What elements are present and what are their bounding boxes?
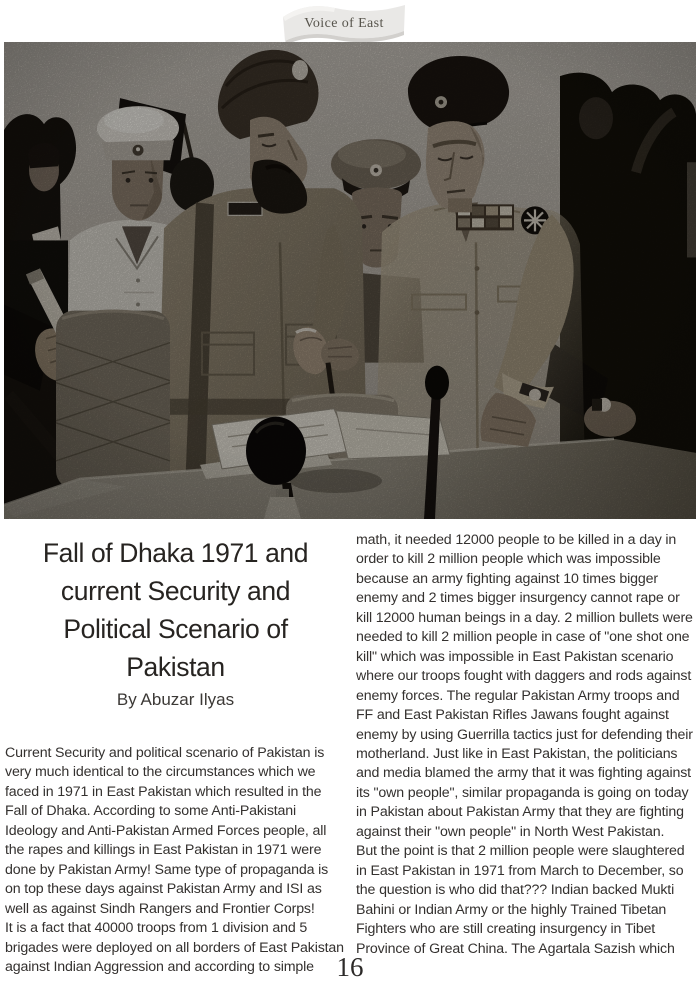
film-grain-overlay: [4, 42, 696, 519]
article-paragraph: math, it needed 12000 people to be killed in a day in order to kill 2 million people which was impossible because an army fighting against 10 times bigger enemy and 2 times bigger insurgency cannot rape or kill 12000 human beings in a day. 2 million bullets were needed to kill 2 million people in case of "one shot one kill" which was impossible in East Pakistan scenario where our troops fought with daggers and rods against enemy forces. The regular Pakistan Army troops and FF and East Pakistan Rifles Jawans fought against enemy by using Guerrilla tactics just for defending their motherland. Just like in East Pakistan, the politicians and media blamed the army that it was fighting against its "own people", similar propaganda is going on today in Pakistan about Pakistan Army that they are fighting against their "own people" in North West Pakistan.: [356, 532, 693, 840]
article-paragraph: But the point is that 2 million people were slaughtered in East Pakistan in 1971 from March to December, so the question is who did that??? Indian backed Mukti Bahini or Indian Army or the highly Trained Tibetan Fighters who are still creating insurgency in Tibet Province of Great China. The Agartala Sazish which: [356, 843, 685, 957]
masthead-title: Voice of East: [304, 16, 384, 31]
article-byline: By Abuzar Ilyas: [116, 690, 235, 709]
article-columns: [5, 518, 697, 1002]
surrender-photograph: [4, 42, 696, 519]
article-paragraph: It is a fact that 40000 troops from 1 division and 5 brigades were deployed on all borders of East Pakistan against Indian Aggression and according to simple: [5, 920, 344, 975]
left-column: [5, 518, 346, 1002]
page-number: 16: [336, 952, 364, 982]
right-column: [356, 518, 697, 1002]
title-line-4: Pakistan: [126, 652, 225, 682]
article-title: [5, 534, 346, 686]
masthead-ribbon: [281, 2, 407, 46]
title-line-2: current Security and: [60, 576, 291, 606]
article-paragraph: Current Security and political scenario of Pakistan is very much identical to the circumstances which we faced in 1971 in East Pakistan which resulted in the Fall of Dhaka. According to some Anti-Pakistani Ideology and Anti-Pakistan Armed Forces people, all the rapes and killings in East Pakistan in 1971 were done by Pakistan Army! Same type of propaganda is on top these days against Pakistan Army and ISI as well as against Sindh Rangers and Frontier Corps!: [5, 745, 329, 917]
photo-illustration: [4, 42, 696, 519]
title-line-3: Political Scenario of: [63, 614, 288, 644]
title-line-1: Fall of Dhaka 1971 and: [42, 538, 309, 568]
left-column-body: [5, 744, 346, 977]
